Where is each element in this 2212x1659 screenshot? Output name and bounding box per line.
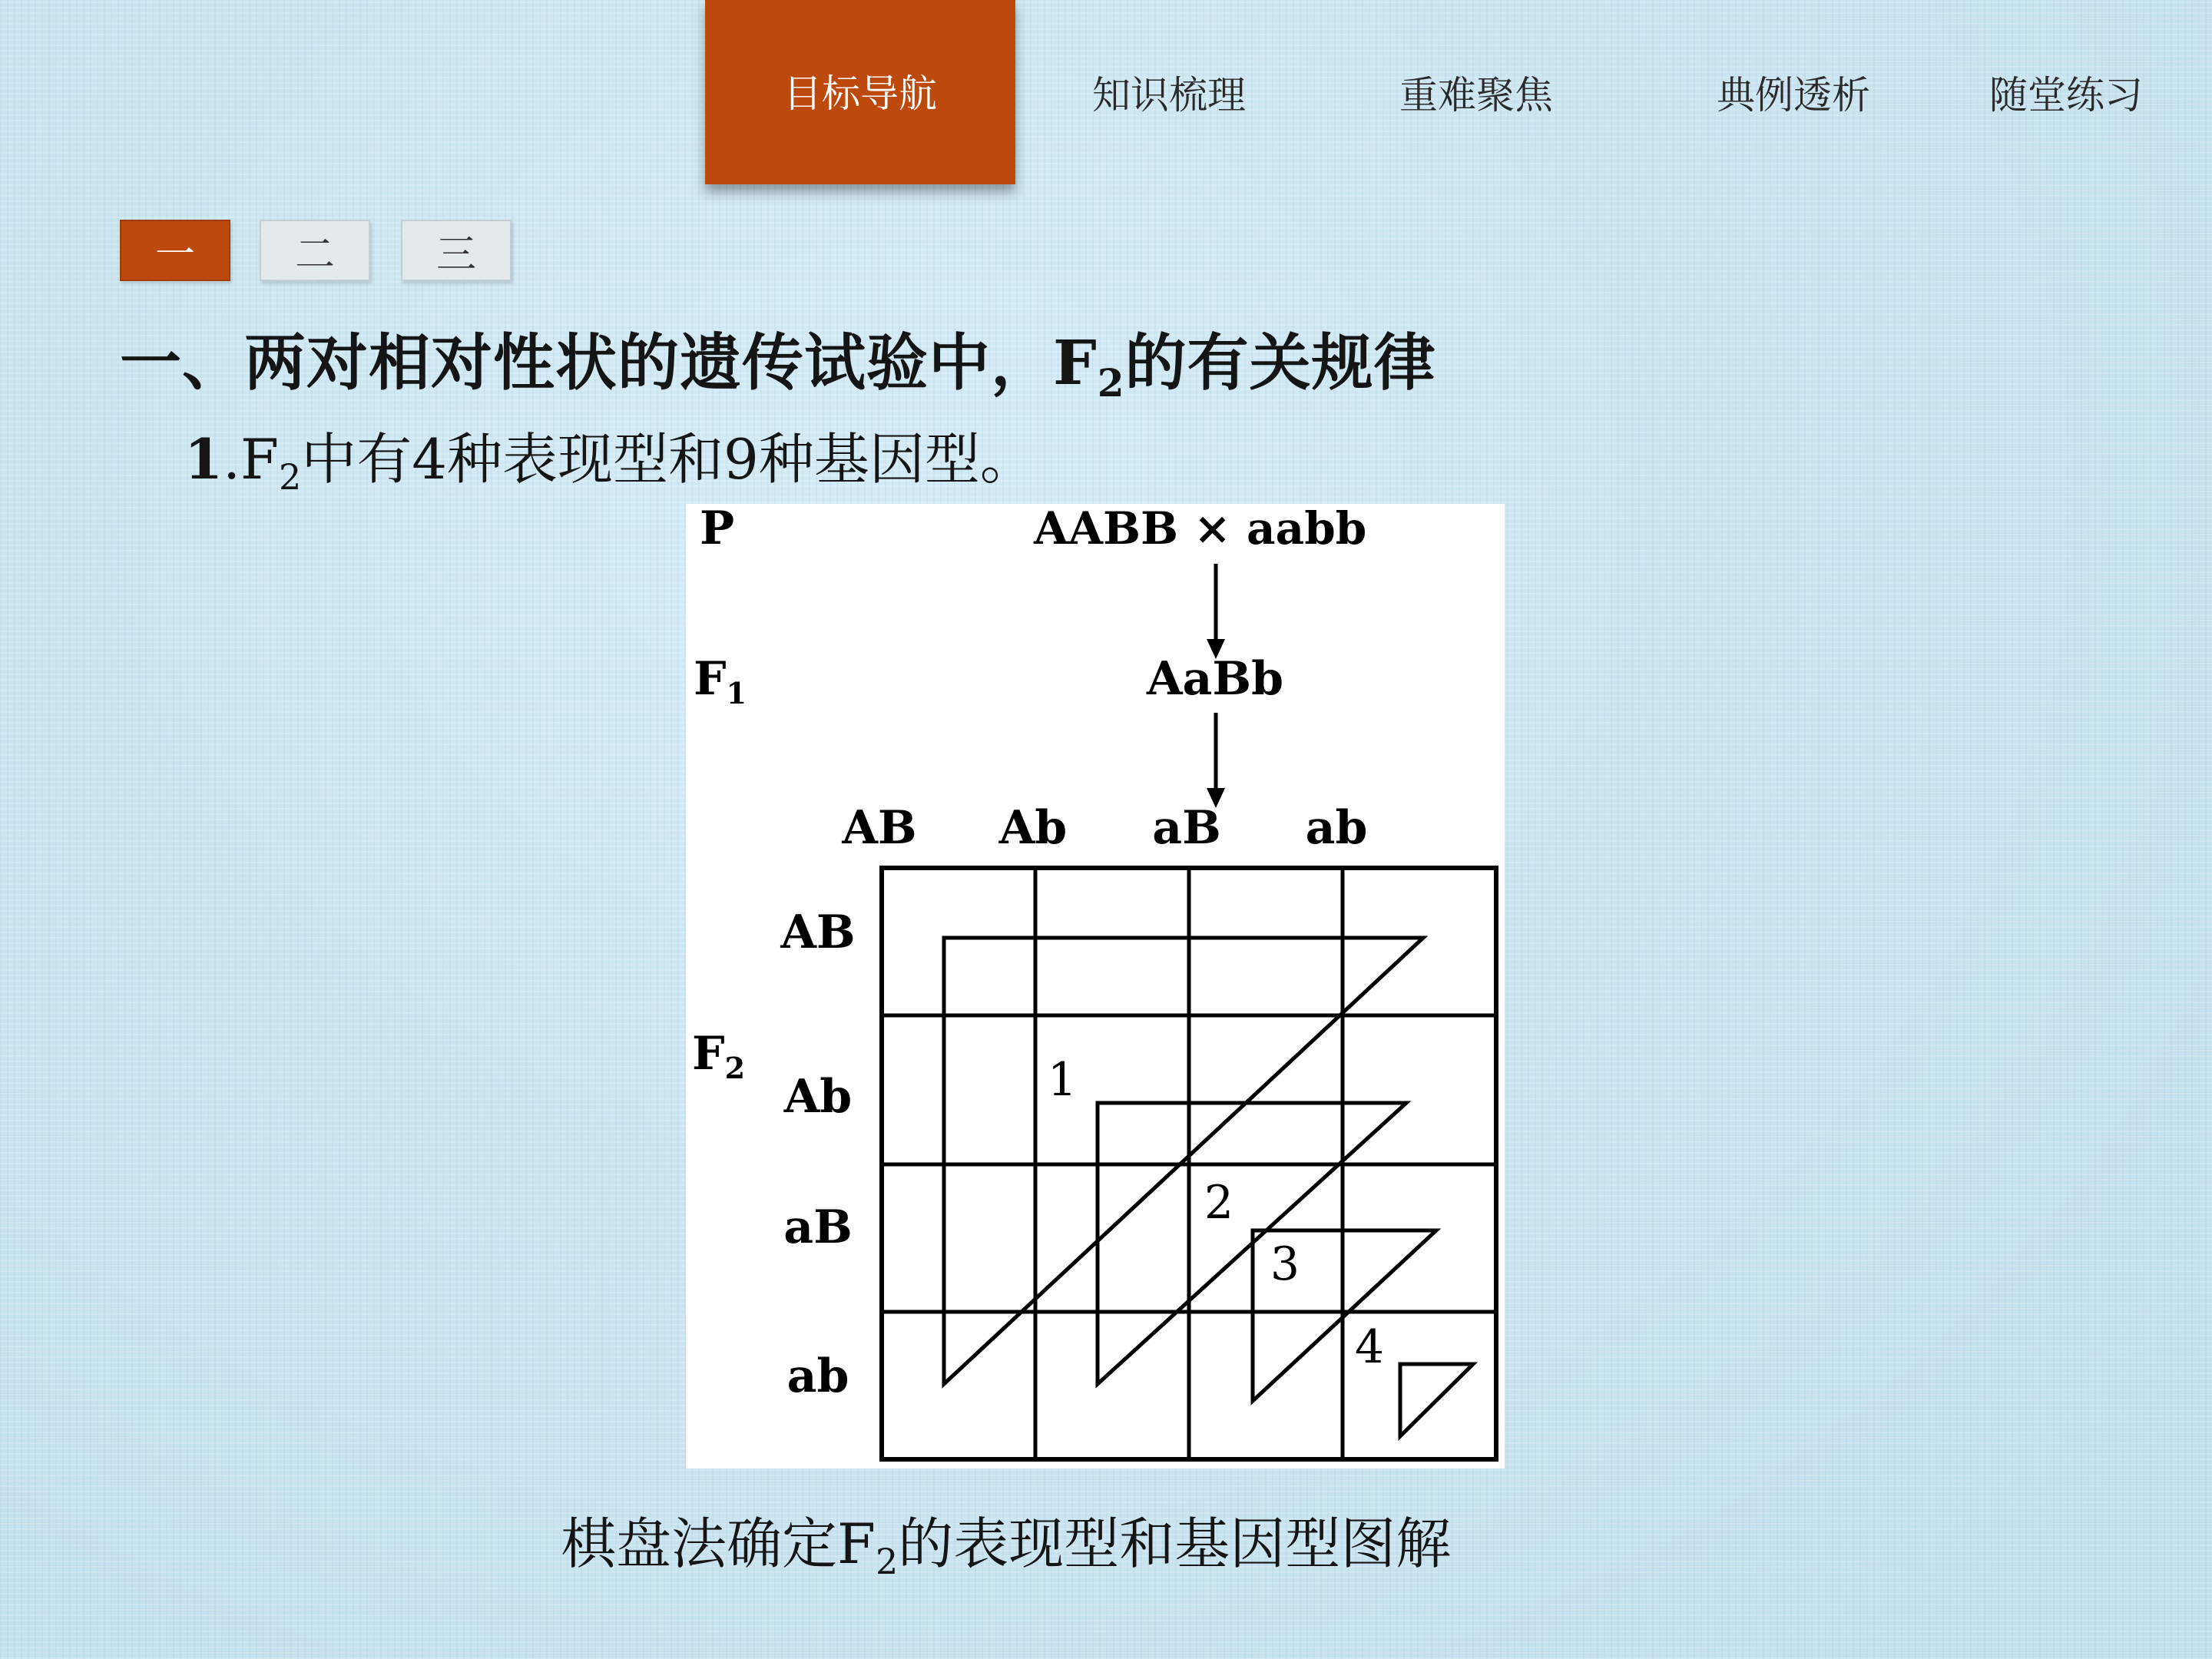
nav-tab-examples-label: 典例透析 xyxy=(1717,73,1870,118)
triangle-number-2: 2 xyxy=(1204,1176,1234,1230)
point-1-number: 1 xyxy=(184,426,224,492)
nav-tab-practice[interactable] xyxy=(1951,0,2181,184)
row-gamete-ab: ab xyxy=(786,1349,849,1403)
f1-label-letter: F xyxy=(694,652,727,706)
point-1-subscript: 2 xyxy=(278,456,302,498)
nav-tab-examples[interactable] xyxy=(1636,0,1951,184)
triangle-4 xyxy=(1400,1364,1473,1436)
col-gamete-Ab: Ab xyxy=(998,801,1068,855)
section-heading xyxy=(120,313,1436,406)
subtab-three[interactable] xyxy=(401,220,512,281)
col-gamete-aB: aB xyxy=(1152,801,1221,855)
f2-label xyxy=(692,1027,745,1085)
subtab-one[interactable] xyxy=(120,220,230,281)
caption-before: 棋盘法确定F xyxy=(561,1512,876,1576)
nav-tab-key-points-label: 重难聚焦 xyxy=(1399,73,1553,118)
col-gamete-ab: ab xyxy=(1305,801,1368,855)
col-gamete-AB: AB xyxy=(842,801,917,855)
nav-tab-goals-label: 目标导航 xyxy=(783,71,937,116)
row-gamete-AB: AB xyxy=(780,906,856,959)
f1-label-subscript: 1 xyxy=(726,676,747,710)
heading-prefix: 一、两对相对性状的遗传试验中， xyxy=(120,327,1053,399)
nav-tab-goals[interactable] xyxy=(705,0,1015,184)
heading-f: F xyxy=(1053,326,1098,399)
subtab-two[interactable] xyxy=(260,220,370,281)
heading-suffix: 的有关规律 xyxy=(1124,327,1436,399)
nav-tab-practice-label: 随堂练习 xyxy=(1989,73,2143,118)
f2-label-subscript: 2 xyxy=(724,1051,746,1085)
p-label: P xyxy=(700,504,735,555)
point-1-text-after: 中有4种表现型和9种基因型。 xyxy=(301,427,1035,492)
nav-tab-knowledge[interactable] xyxy=(1015,0,1323,184)
caption-subscript: 2 xyxy=(875,1541,899,1582)
punnett-diagram xyxy=(686,504,1505,1469)
nav-tab-knowledge-label: 知识梳理 xyxy=(1092,73,1246,118)
point-1 xyxy=(184,415,1035,498)
row-gamete-Ab: Ab xyxy=(783,1070,853,1124)
heading-subscript: 2 xyxy=(1097,360,1125,406)
point-1-text-before: .F xyxy=(223,427,279,492)
f1-genotype: AaBb xyxy=(1147,652,1284,706)
subtab-three-label: 三 xyxy=(435,231,476,278)
nav-tab-key-points[interactable] xyxy=(1323,0,1630,184)
f1-label xyxy=(694,652,747,710)
punnett-svg xyxy=(686,504,1505,1469)
f2-label-letter: F xyxy=(692,1027,725,1081)
subtab-two-label: 二 xyxy=(294,231,335,278)
triangle-number-4: 4 xyxy=(1354,1320,1385,1374)
triangle-1 xyxy=(944,938,1423,1384)
diagram-caption xyxy=(561,1499,1451,1582)
caption-after: 的表现型和基因型图解 xyxy=(898,1512,1452,1576)
row-gamete-aB: aB xyxy=(783,1200,853,1254)
subtab-one-label: 一 xyxy=(154,231,195,278)
triangle-number-1: 1 xyxy=(1047,1053,1078,1107)
parent-cross: AABB × aabb xyxy=(1034,504,1367,555)
triangle-number-3: 3 xyxy=(1270,1237,1300,1291)
